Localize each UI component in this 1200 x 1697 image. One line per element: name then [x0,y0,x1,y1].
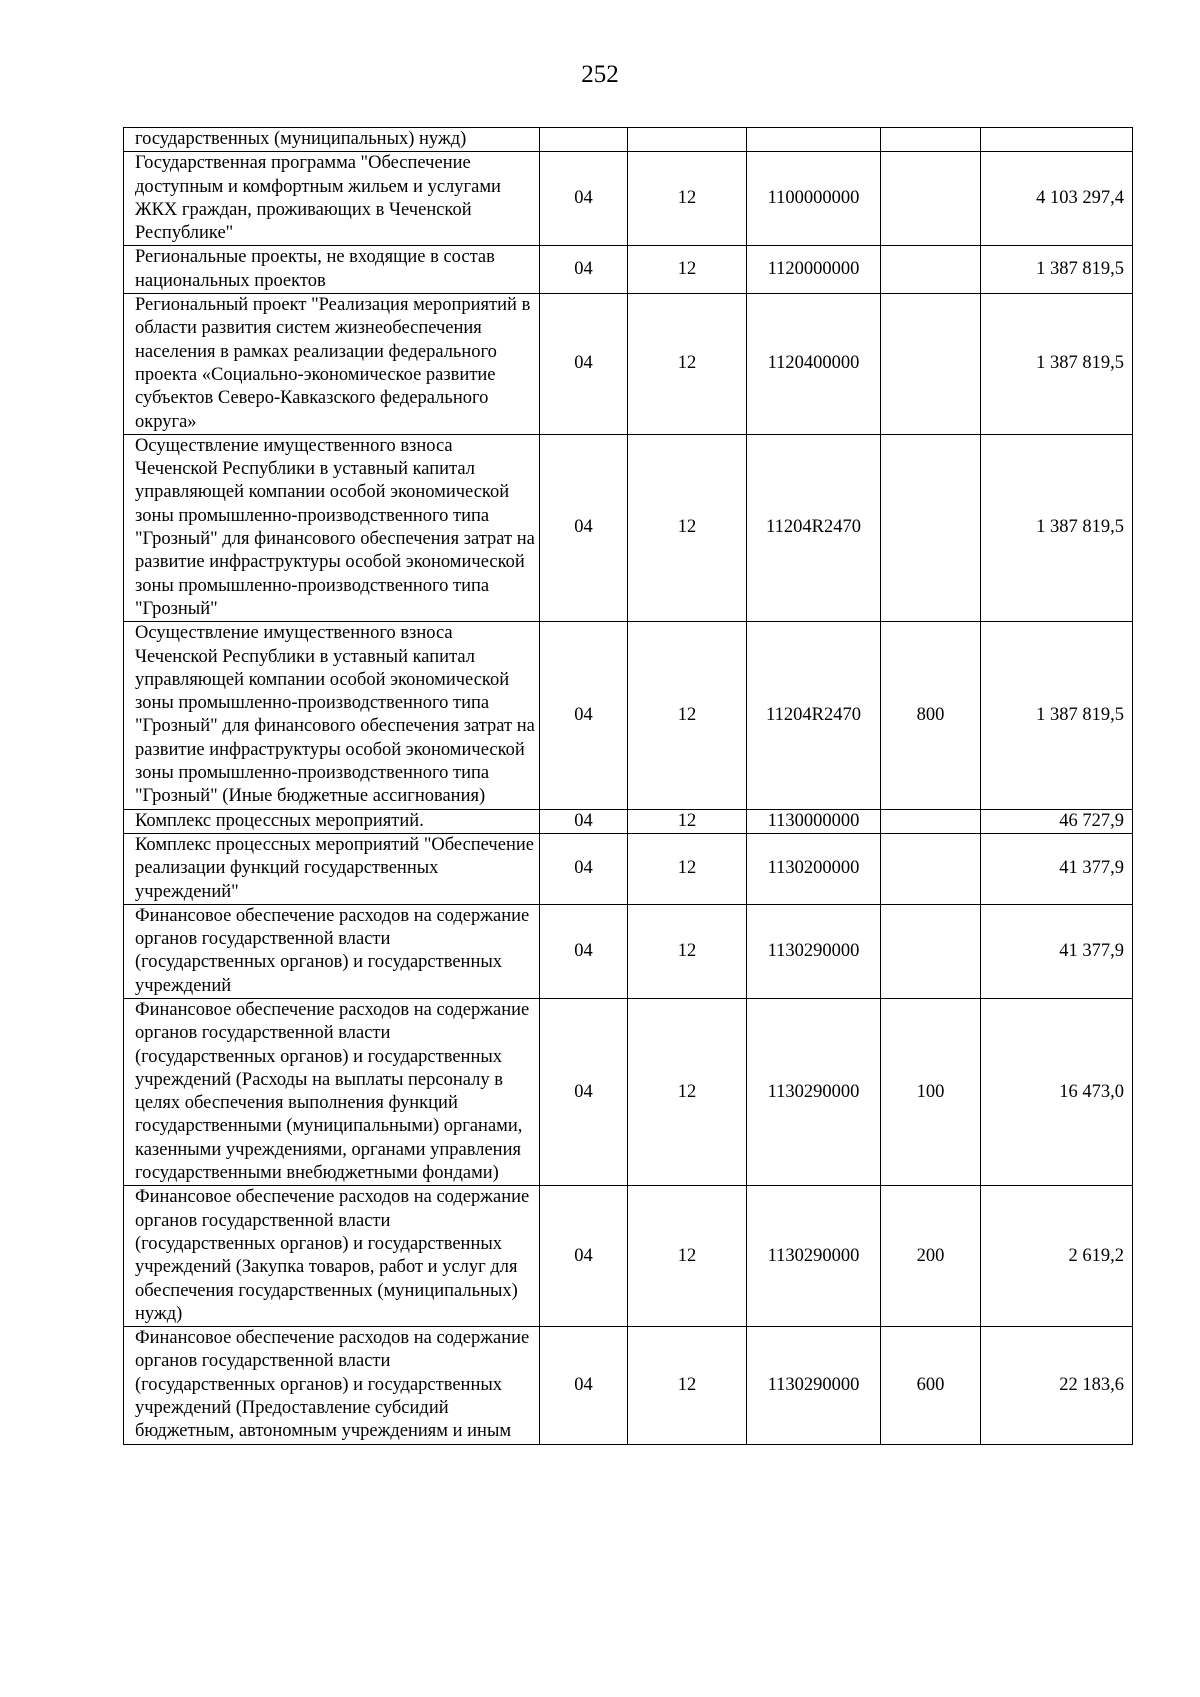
subsection-code-cell: 12 [628,904,747,998]
expense-type-cell [881,294,981,435]
section-code-cell: 04 [540,809,628,833]
table-row [124,809,1133,833]
amount-cell: 2 619,2 [981,1186,1133,1327]
expense-name-cell: Комплекс процессных мероприятий "Обеспечение реализации функций государственных учреждений" [124,833,540,904]
expense-name-cell: Региональные проекты, не входящие в состав национальных проектов [124,246,540,294]
expense-type-cell [881,809,981,833]
amount-cell: 1 387 819,5 [981,294,1133,435]
expense-type-cell: 200 [881,1186,981,1327]
section-code-cell: 04 [540,833,628,904]
expense-name-cell: государственных (муниципальных) нужд) [124,128,540,152]
table-row [124,246,1133,294]
target-article-cell: 11204R2470 [747,622,881,809]
amount-cell: 46 727,9 [981,809,1133,833]
expense-name-cell: Государственная программа "Обеспечение доступным и комфортным жильем и услугами ЖКХ граждан, проживающих в Чеченской Республике" [124,152,540,246]
table-row [124,434,1133,621]
expense-name-cell: Финансовое обеспечение расходов на содержание органов государственной власти (государственных органов) и государственных учреждений (Расходы на выплаты персоналу в целях обеспечения выполнения функций государственными (муниципальными) органами, казенными учреждениями, органами управления государственными внебюджетными фондами) [124,998,540,1185]
expense-name-cell: Осуществление имущественного взноса Чеченской Республики в уставный капитал управляющей компании особой экономической зоны промышленно-производственного типа "Грозный" для финансового обеспечения затрат на развитие инфраструктуры особой экономической зоны промышленно-производственного типа "Грозный" [124,434,540,621]
target-article-cell: 1120400000 [747,294,881,435]
expense-type-cell: 800 [881,622,981,809]
expense-name-cell: Финансовое обеспечение расходов на содержание органов государственной власти (государственных органов) и государственных учреждений [124,904,540,998]
expense-type-cell: 100 [881,998,981,1185]
subsection-code-cell [628,128,747,152]
amount-cell: 41 377,9 [981,833,1133,904]
section-code-cell: 04 [540,998,628,1185]
subsection-code-cell: 12 [628,294,747,435]
section-code-cell: 04 [540,1327,628,1444]
target-article-cell: 1100000000 [747,152,881,246]
target-article-cell: 1130290000 [747,904,881,998]
expense-type-cell [881,152,981,246]
subsection-code-cell: 12 [628,1327,747,1444]
page-number: 252 [581,61,619,88]
subsection-code-cell: 12 [628,809,747,833]
section-code-cell: 04 [540,246,628,294]
budget-table [123,127,1133,1445]
target-article-cell: 1130200000 [747,833,881,904]
table-row [124,128,1133,152]
section-code-cell: 04 [540,434,628,621]
subsection-code-cell: 12 [628,1186,747,1327]
table-row [124,294,1133,435]
subsection-code-cell: 12 [628,833,747,904]
subsection-code-cell: 12 [628,998,747,1185]
budget-table-body [124,128,1133,1445]
amount-cell: 4 103 297,4 [981,152,1133,246]
expense-name-cell: Комплекс процессных мероприятий. [124,809,540,833]
expense-type-cell [881,833,981,904]
amount-cell: 22 183,6 [981,1327,1133,1444]
expense-type-cell [881,246,981,294]
section-code-cell: 04 [540,152,628,246]
amount-cell: 41 377,9 [981,904,1133,998]
section-code-cell: 04 [540,294,628,435]
table-row [124,622,1133,809]
subsection-code-cell: 12 [628,434,747,621]
expense-type-cell [881,128,981,152]
expense-type-cell: 600 [881,1327,981,1444]
section-code-cell: 04 [540,622,628,809]
target-article-cell [747,128,881,152]
subsection-code-cell: 12 [628,622,747,809]
table-row [124,1186,1133,1327]
subsection-code-cell: 12 [628,152,747,246]
table-row [124,152,1133,246]
target-article-cell: 1130000000 [747,809,881,833]
expense-name-cell: Финансовое обеспечение расходов на содержание органов государственной власти (государственных органов) и государственных учреждений (Предоставление субсидий бюджетным, автономным учреждениям и иным [124,1327,540,1444]
section-code-cell [540,128,628,152]
amount-cell: 1 387 819,5 [981,622,1133,809]
table-row [124,833,1133,904]
subsection-code-cell: 12 [628,246,747,294]
section-code-cell: 04 [540,1186,628,1327]
amount-cell: 1 387 819,5 [981,434,1133,621]
table-row [124,1327,1133,1444]
expense-name-cell: Осуществление имущественного взноса Чеченской Республики в уставный капитал управляющей компании особой экономической зоны промышленно-производственного типа "Грозный" для финансового обеспечения затрат на развитие инфраструктуры особой экономической зоны промышленно-производственного типа "Грозный" (Иные бюджетные ассигнования) [124,622,540,809]
target-article-cell: 1120000000 [747,246,881,294]
amount-cell [981,128,1133,152]
table-row [124,904,1133,998]
amount-cell: 16 473,0 [981,998,1133,1185]
target-article-cell: 11204R2470 [747,434,881,621]
expense-type-cell [881,434,981,621]
amount-cell: 1 387 819,5 [981,246,1133,294]
table-row [124,998,1133,1185]
target-article-cell: 1130290000 [747,1327,881,1444]
expense-name-cell: Финансовое обеспечение расходов на содержание органов государственной власти (государственных органов) и государственных учреждений (Закупка товаров, работ и услуг для обеспечения государственных (муниципальных) нужд) [124,1186,540,1327]
target-article-cell: 1130290000 [747,998,881,1185]
section-code-cell: 04 [540,904,628,998]
expense-name-cell: Региональный проект "Реализация мероприятий в области развития систем жизнеобеспечения населения в рамках реализации федерального проекта «Социально-экономическое развитие субъектов Северо-Кавказского федерального округа» [124,294,540,435]
target-article-cell: 1130290000 [747,1186,881,1327]
expense-type-cell [881,904,981,998]
